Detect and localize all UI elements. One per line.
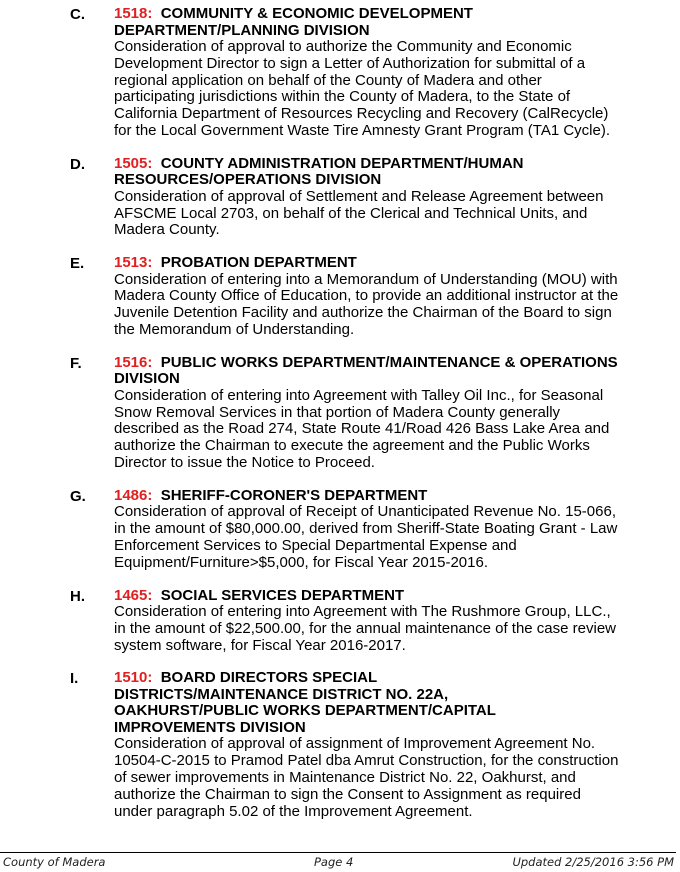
item-heading: [114, 588, 619, 605]
item-title: SHERIFF-CORONER'S DEPARTMENT: [160, 486, 428, 504]
item-description: Consideration of entering into Agreement with The Rushmore Group, LLC., in the amount of $22,500.00, for the annual maintenance of the case review system software, for Fiscal Year 2016-2017.: [114, 603, 617, 654]
agenda-item-f: [70, 355, 670, 472]
agenda-item-c: [70, 6, 670, 140]
item-description: Consideration of entering into a Memorandum of Understanding (MOU) with Madera County Office of Education, to provide an additional instructor at the Juvenile Detention Facility and authorize the Chairman of the Board to sign the Memorandum of Understanding.: [114, 270, 619, 339]
item-heading: [114, 6, 514, 39]
item-number: 1518:: [114, 5, 153, 22]
item-letter: G.: [70, 487, 86, 505]
item-title: SOCIAL SERVICES DEPARTMENT: [160, 586, 405, 604]
item-description: Consideration of approval of assignment of Improvement Agreement No. 10504-C-2015 to Pramod Patel dba Amrut Construction, for the construction of sewer improvements in Maintenance District No. 22, Oakhurst, and authorize the Chairman to sign the Consent to Assignment as required under paragraph 5.02 of the Improvement Agreement.: [114, 735, 619, 820]
item-letter: D.: [70, 155, 85, 173]
agenda-item-g: [70, 488, 670, 572]
item-heading: [114, 355, 619, 388]
item-letter: C.: [70, 6, 85, 23]
item-description: Consideration of approval of Settlement and Release Agreement between AFSCME Local 2703, on behalf of the Clerical and Technical Units, and Madera County.: [114, 187, 604, 239]
item-body: [114, 488, 619, 572]
item-number: 1486:: [114, 486, 153, 504]
item-letter: F.: [70, 354, 82, 372]
item-title: BOARD DIRECTORS SPECIAL DISTRICTS/MAINTENANCE DISTRICT NO. 22A, OAKHURST/PUBLIC WORKS DEPARTMENT/CAPITAL IMPROVEMENTS DIVISION: [114, 669, 496, 736]
footer-updated-timestamp: Updated 2/25/2016 3:56 PM: [512, 855, 674, 869]
item-body: [114, 6, 619, 140]
item-title: COMMUNITY & ECONOMIC DEVELOPMENT DEPARTMENT/PLANNING DIVISION: [114, 5, 473, 39]
item-letter: H.: [70, 587, 85, 605]
item-number: 1513:: [114, 254, 153, 272]
agenda-item-d: [70, 156, 670, 239]
agenda-item-e: [70, 255, 670, 339]
page-footer: [0, 852, 676, 869]
item-heading: [114, 156, 554, 189]
item-body: [114, 588, 619, 655]
footer-county: County of Madera: [3, 855, 106, 869]
item-title: COUNTY ADMINISTRATION DEPARTMENT/HUMAN RESOURCES/OPERATIONS DIVISION: [114, 154, 524, 189]
item-title: PROBATION DEPARTMENT: [160, 254, 357, 272]
item-body: [114, 355, 619, 472]
item-number: 1516:: [114, 353, 153, 371]
item-number: 1465:: [114, 586, 153, 604]
item-letter: E.: [70, 255, 85, 273]
item-description: Consideration of approval to authorize the Community and Economic Development Director to sign a Letter of Authorization for submittal of a regional application on behalf of the County of Madera and other participating jurisdictions within the County of Madera, to the State of California Department of Resources Recycling and Recovery (CalRecycle) for the Local Government Waste Tire Amnesty Grant Program (TA1 Cycle).: [114, 38, 611, 139]
item-heading: [114, 488, 619, 505]
item-description: Consideration of approval of Receipt of Unanticipated Revenue No. 15-066, in the amount of $80,000.00, derived from Sheriff-State Boating Grant - Law Enforcement Services to Special Departmental Expense and Equipment/Furniture>$5,000, for Fiscal Year 2015-2016.: [114, 503, 618, 571]
item-title: PUBLIC WORKS DEPARTMENT/MAINTENANCE & OPERATIONS DIVISION: [114, 353, 618, 388]
item-body: [114, 255, 619, 339]
item-heading: [114, 255, 619, 272]
agenda-item-h: [70, 588, 670, 655]
item-heading: [114, 670, 574, 736]
agenda-item-i: [70, 670, 670, 820]
item-body: [114, 156, 619, 239]
item-body: [114, 670, 619, 820]
item-number: 1505:: [114, 154, 153, 172]
item-letter: I.: [70, 670, 79, 688]
item-description: Consideration of entering into Agreement with Talley Oil Inc., for Seasonal Snow Removal Services in that portion of Madera County generally described as the Road 274, State Route 41/Road 426 Bass Lake Area and authorize the Chairman to execute the agreement and the Public Works Director to issue the Notice to Proceed.: [114, 386, 610, 472]
item-number: 1510:: [114, 669, 153, 687]
footer-page-number: Page 4: [314, 855, 354, 869]
